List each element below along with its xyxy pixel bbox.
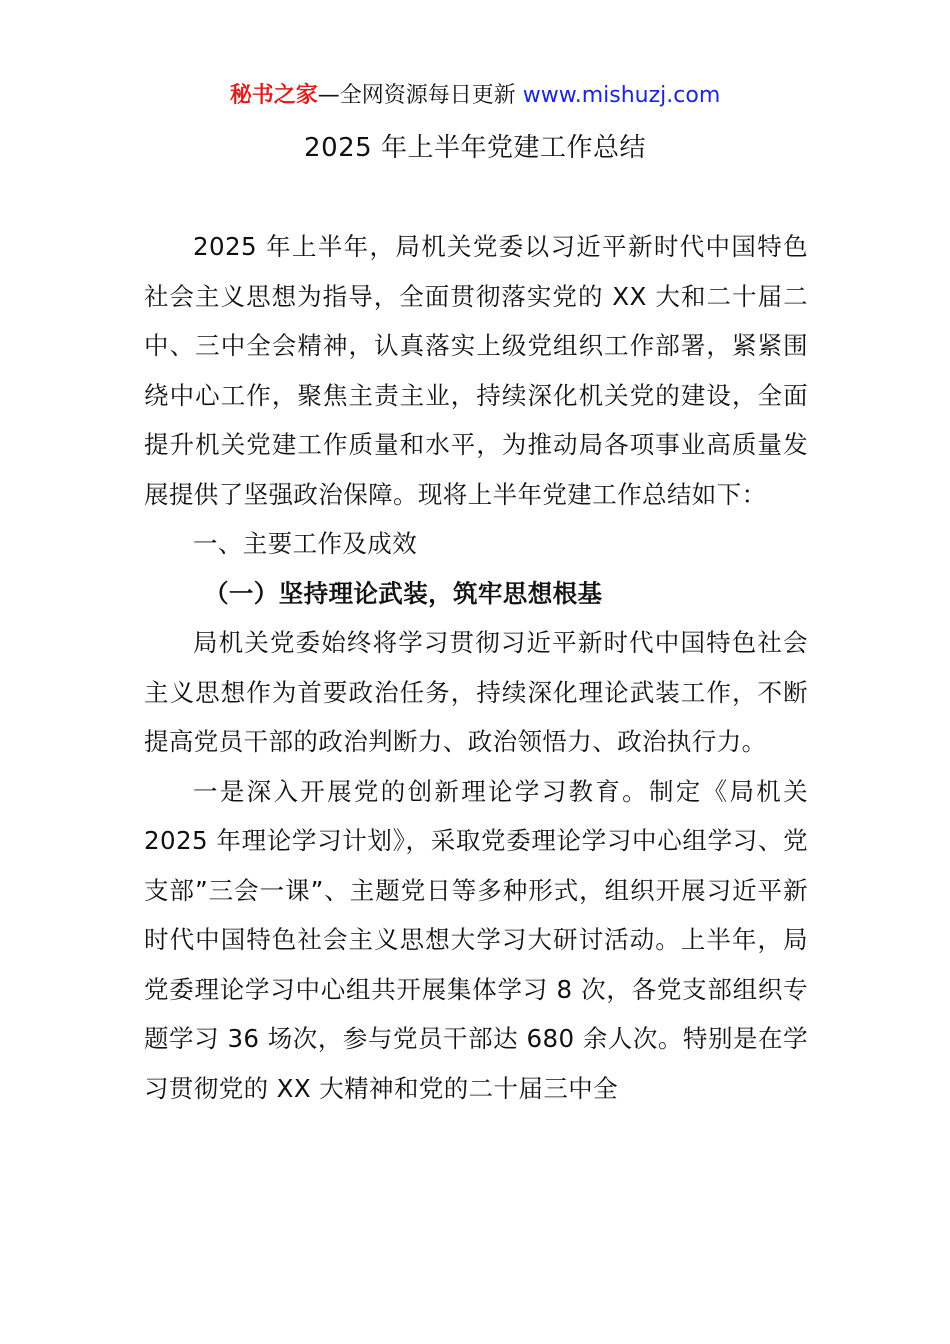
- document-title: 2025 年上半年党建工作总结: [304, 133, 646, 163]
- site-url-link[interactable]: www.mishuzj.com: [522, 83, 721, 108]
- site-header: [0, 80, 950, 112]
- subsection-heading: （一）坚持理论武装，筑牢思想根基: [204, 578, 603, 608]
- site-tagline: —全网资源每日更新: [317, 83, 516, 108]
- section-heading: 一、主要工作及成效: [193, 529, 418, 558]
- subsection-paragraph: 局机关党委始终将学习贯彻习近平新时代中国特色社会主义思想作为首要政治任务，持续深化理论武装工作，不断提高党员干部的政治判断力、政治领悟力、政治执行力。: [144, 628, 808, 756]
- site-brand: 秘书之家: [229, 83, 318, 108]
- item-paragraph: 一是深入开展党的创新理论学习教育。制定《局机关 2025 年理论学习计划》，采取党委理论学习中心组学习、党支部”三会一课”、主题党日等多种形式，组织开展习近平新时代中国特色社会主义思想大学习大研讨活动。上半年，局党委理论学习中心组共开展集体学习 8 次，各党支部组织专题学习 36 场次，参与党员干部达 680 余人次。特别是在学习贯彻党的 XX 大精神和党的二十届三中全: [144, 776, 808, 1103]
- document-body: [144, 222, 808, 1113]
- intro-paragraph: 2025 年上半年，局机关党委以习近平新时代中国特色社会主义思想为指导，全面贯彻落实党的 XX 大和二十届二中、三中全会精神，认真落实上级党组织工作部署，紧紧围绕中心工作，聚焦主责主业，持续深化机关党的建设，全面提升机关党建工作质量和水平，为推动局各项事业高质量发展提供了坚强政治保障。现将上半年党建工作总结如下：: [144, 232, 808, 509]
